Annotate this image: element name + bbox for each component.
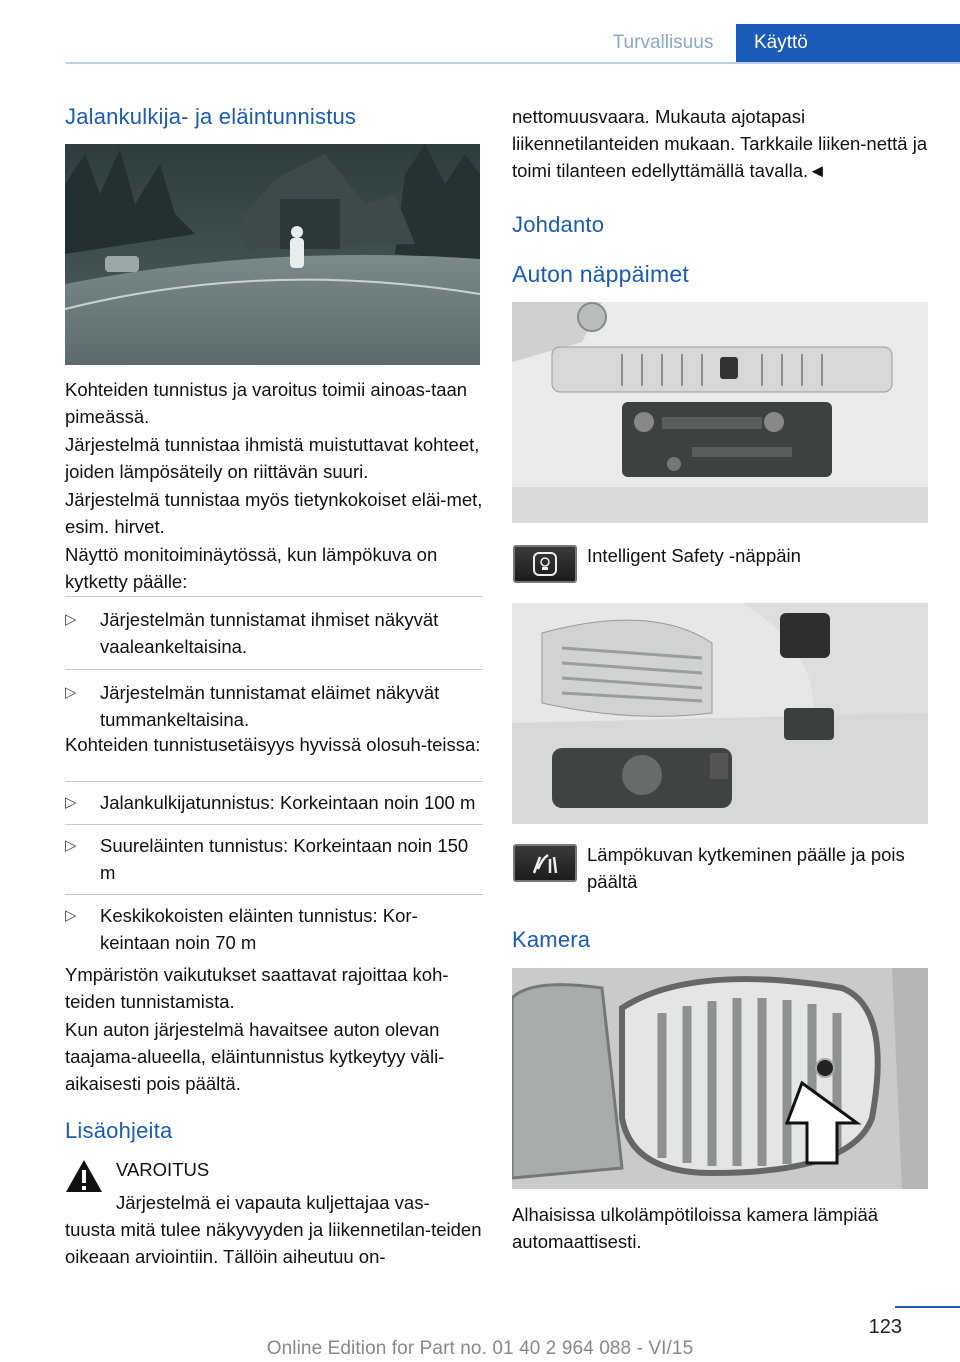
list-item-text: Keskikokoisten eläinten tunnistus: Kor-keintaan noin 70 m bbox=[100, 905, 418, 953]
list-item bbox=[65, 606, 483, 660]
warning-text-first-line: Järjestelmä ei vapauta kuljettajaa vas- bbox=[116, 1192, 430, 1213]
section-heading-keys: Auton näppäimet bbox=[512, 261, 689, 287]
header-active-tab[interactable]: Käyttö bbox=[736, 24, 960, 62]
camera-text: Alhaisissa ulkolämpötiloissa kamera lämpiää automaattisesti. bbox=[512, 1204, 879, 1252]
list-item bbox=[65, 902, 483, 956]
kidney-grille-camera-image bbox=[512, 968, 928, 1189]
list-item-text: Jalankulkijatunnistus: Korkeintaan noin 100 m bbox=[100, 792, 476, 813]
separator bbox=[65, 894, 483, 895]
thermal-image-night-road bbox=[65, 144, 480, 365]
list-item-text: Järjestelmän tunnistamat ihmiset näkyvät vaaleankeltaisina. bbox=[100, 609, 439, 657]
triangle-bullet-icon: ▷ bbox=[65, 837, 77, 854]
list-item-text: Järjestelmän tunnistamat eläimet näkyvät tummankeltaisina. bbox=[100, 682, 440, 730]
para-environment: Ympäristön vaikutukset saattavat rajoittaa koh-teiden tunnistamista. bbox=[65, 964, 449, 1012]
distance-bullet-list bbox=[65, 781, 483, 956]
para-display: Näyttö monitoiminäytössä, kun lämpökuva on kytketty päälle: bbox=[65, 544, 438, 592]
key1-label: Intelligent Safety -näppäin bbox=[587, 545, 801, 566]
list-item bbox=[65, 679, 483, 733]
key2-label: Lämpökuvan kytkeminen päälle ja pois päältä bbox=[587, 844, 905, 892]
separator bbox=[65, 669, 483, 670]
page-number: 123 bbox=[868, 1316, 902, 1338]
para-human-detection: Järjestelmä tunnistaa ihmistä muistuttavat kohteet, joiden lämpösäteily on riittävän suuri. bbox=[65, 434, 480, 482]
warning-continuation: nettomuusvaara. Mukauta ajotapasi liikennetilanteiden mukaan. Tarkkaile liiken-nettä ja toimi tilanteen edellyttämällä tavalla.◄ bbox=[512, 106, 928, 181]
para-urban: Kun auton järjestelmä havaitsee auton olevan taajama-alueella, eläintunnistus kytkeytyy väli-aikaisesti pois päältä. bbox=[65, 1019, 445, 1094]
header-rule bbox=[66, 62, 960, 64]
thermal-view-button-icon bbox=[513, 844, 577, 882]
dashboard-center-console-image bbox=[512, 302, 928, 523]
triangle-bullet-icon: ▷ bbox=[65, 794, 77, 811]
para-dark-only: Kohteiden tunnistus ja varoitus toimii ainoas-taan pimeässä. bbox=[65, 379, 468, 427]
intelligent-safety-glyph bbox=[530, 549, 560, 579]
para-range: Kohteiden tunnistusetäisyys hyvissä olosuh-teissa: bbox=[65, 734, 481, 755]
separator bbox=[65, 781, 483, 782]
warning-triangle-icon bbox=[64, 1158, 104, 1194]
list-item-text: Suureläinten tunnistus: Korkeintaan noin 150 m bbox=[100, 835, 469, 883]
section-heading-intro: Johdanto bbox=[512, 212, 605, 237]
header-section-tab[interactable]: Turvallisuus bbox=[612, 32, 714, 53]
intelligent-safety-button-icon bbox=[513, 545, 577, 583]
triangle-bullet-icon: ▷ bbox=[65, 907, 77, 924]
footer-edition: Online Edition for Part no. 01 40 2 964 088 - VI/15 bbox=[266, 1338, 694, 1359]
section-heading-notes: Lisäohjeita bbox=[65, 1118, 173, 1143]
para-animal-detection: Järjestelmä tunnistaa myös tietynkokoiset eläi-met, esim. hirvet. bbox=[65, 489, 483, 537]
separator bbox=[65, 596, 483, 597]
triangle-bullet-icon: ▷ bbox=[65, 611, 77, 628]
display-bullet-list bbox=[65, 596, 483, 733]
triangle-bullet-icon: ▷ bbox=[65, 684, 77, 701]
section-heading-detection: Jalankulkija- ja eläintunnistus bbox=[65, 104, 357, 129]
thermal-view-glyph bbox=[528, 849, 562, 877]
list-item bbox=[65, 832, 483, 886]
warning-text: tuusta mitä tulee näkyvyyden ja liikennetilan-teiden oikeaan arviointiin. Tällöin aiheutuu on- bbox=[65, 1219, 482, 1267]
list-item bbox=[65, 789, 483, 816]
warning-title: VAROITUS bbox=[116, 1159, 210, 1180]
footer-rule bbox=[895, 1306, 960, 1308]
separator bbox=[65, 824, 483, 825]
section-heading-camera: Kamera bbox=[512, 927, 591, 952]
light-switch-panel-image bbox=[512, 603, 928, 824]
